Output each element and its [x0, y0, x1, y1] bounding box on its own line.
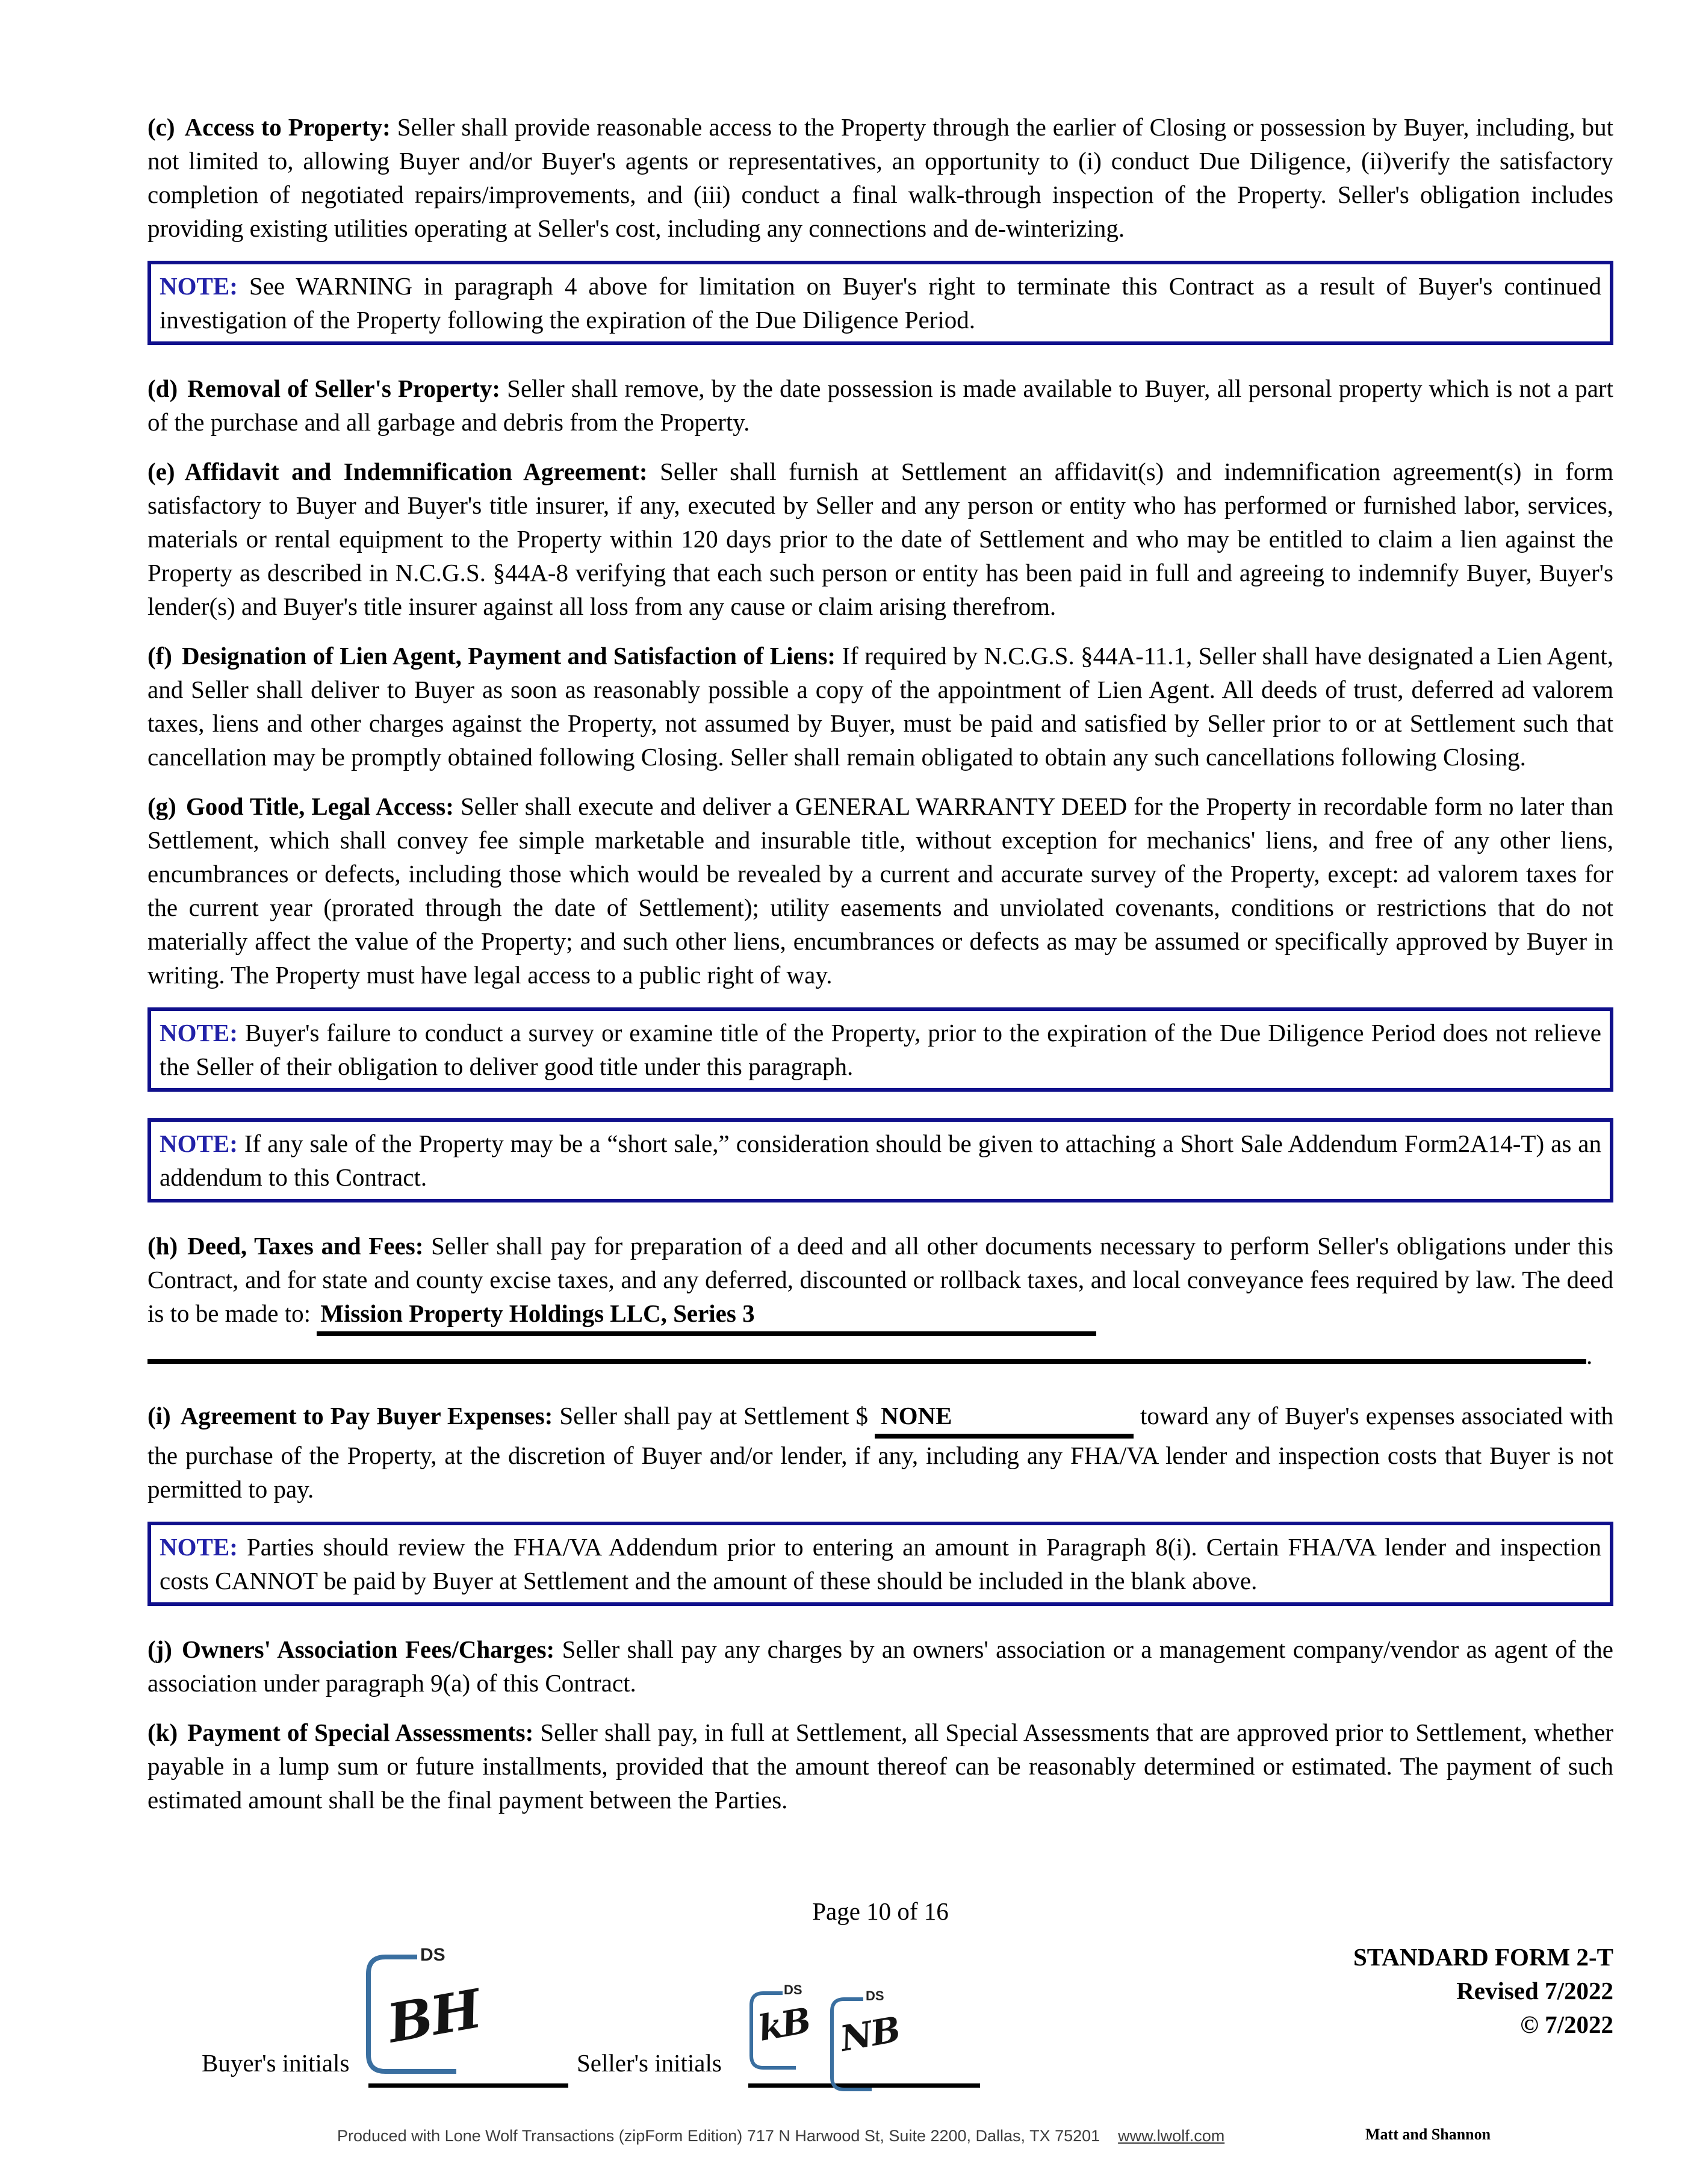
note-box-2	[147, 1007, 1613, 1092]
paragraph-k	[147, 1716, 1613, 1817]
docusign-ds-label: DS	[866, 1988, 884, 2003]
note-3-text: If any sale of the Property may be a “short sale,” consideration should be given to attaching a Short Sale Addendum Form2A14-T) as an addendum to this Contract.	[160, 1130, 1602, 1191]
paragraph-j-body: Seller shall pay any charges by an owners' association or a management company/vendor as agent of the association under paragraph 9(a) of this Contract.	[147, 1635, 1614, 1697]
seller-initials-stamp-2[interactable]	[826, 1988, 903, 2097]
paragraph-f-heading: Designation of Lien Agent, Payment and Satisfaction of Liens:	[181, 642, 836, 670]
paragraph-g	[147, 789, 1613, 992]
paragraph-d	[147, 372, 1613, 439]
paragraph-d-heading: Removal of Seller's Property:	[187, 375, 501, 402]
paragraph-g-heading: Good Title, Legal Access:	[185, 792, 454, 820]
paragraph-e-body: Seller shall furnish at Settlement an affidavit(s) and indemnification agreement(s) in form satisfactory to Buyer and Buyer's title insurer, if any, executed by Seller and any person or entity who has performed or furnished labor, services, materials or rental equipment to the Property within 120 days prior to the date of Settlement and who may be entitled to claim a lien against the Property as described in N.C.G.S. §44A-8 verifying that each such person or entity has been paid in full and agreeing to indemnify Buyer, Buyer's lender(s) and Buyer's title insurer against all loss from any cause or claim arising therefrom.	[147, 458, 1613, 620]
note-box-3	[147, 1118, 1613, 1202]
blank-underline[interactable]	[147, 1359, 1586, 1364]
form-revised: Revised 7/2022	[1456, 1977, 1613, 2005]
note-box-1	[147, 261, 1613, 345]
note-4-label: NOTE:	[160, 1533, 238, 1561]
paragraph-e-label: (e)	[147, 458, 175, 485]
paragraph-h	[147, 1229, 1613, 1336]
sellers-initials-label: Seller's initials	[577, 2049, 722, 2077]
paragraph-d-label: (d)	[147, 375, 178, 402]
paragraph-d-body: Seller shall remove, by the date possession is made available to Buyer, all personal property which is not a part of the purchase and all garbage and debris from the Property.	[147, 375, 1613, 436]
paragraph-h-label: (h)	[147, 1232, 178, 1260]
agent-brand: Matt and Shannon	[1365, 2126, 1491, 2143]
deed-made-to-value: Mission Property Holdings LLC, Series 3	[320, 1299, 755, 1327]
paragraph-k-label: (k)	[147, 1719, 178, 1746]
paragraph-i	[147, 1399, 1613, 1506]
paragraph-e	[147, 455, 1613, 623]
docusign-ds-label: DS	[420, 1945, 445, 1965]
form-name: STANDARD FORM 2-T	[1353, 1943, 1613, 1971]
paragraph-f-label: (f)	[147, 642, 172, 670]
paragraph-k-body: Seller shall pay, in full at Settlement, all Special Assessments that are approved prior to Settlement, whether payable in a lump sum or future installments, provided that the amount thereof can be reasonably determined or estimated. The payment of such estimated amount shall be the final payment between the Parties.	[147, 1719, 1614, 1814]
paragraph-h-body: Seller shall pay for preparation of a deed and all other documents necessary to perform Seller's obligations under this Contract, and for state and county excise taxes, and any deferred, discounted or rollback taxes, and local conveyance fees required by law. The deed is to be made to:	[147, 1232, 1613, 1327]
note-4-text: Parties should review the FHA/VA Addendum prior to entering an amount in Paragraph 8(i). Certain FHA/VA lender and inspection costs CANNOT be paid by Buyer at Settlement and the amount of these should be included in the blank above.	[160, 1533, 1601, 1594]
paragraph-i-body-after: toward any of Buyer's expenses associated with the purchase of the Property, at the discretion of Buyer and/or lender, if any, including any FHA/VA lender and inspection costs that Buyer is not permitted to pay.	[147, 1402, 1614, 1503]
paragraph-e-heading: Affidavit and Indemnification Agreement:	[184, 458, 648, 485]
seller-initials-value-2: NB	[837, 2009, 903, 2059]
paragraph-h-heading: Deed, Taxes and Fees:	[187, 1232, 424, 1260]
paragraph-c-body: Seller shall provide reasonable access to the Property through the earlier of Closing or possession by Buyer, including, but not limited to, allowing Buyer and/or Buyer's agents or representatives, an opportunity to (i) conduct Due Diligence, (ii)verify the satisfactory completion of negotiated repairs/improvements, and (iii) conduct a final walk-through inspection of the Property. Seller's obligation includes providing existing utilities operating at Seller's cost, including any connections and de-winterizing.	[147, 113, 1614, 242]
note-3-label: NOTE:	[160, 1130, 238, 1157]
note-2-label: NOTE:	[160, 1019, 238, 1047]
deed-made-to-field[interactable]	[317, 1296, 1096, 1336]
paragraph-g-label: (g)	[147, 792, 176, 820]
paragraph-c	[147, 110, 1613, 245]
paragraph-j	[147, 1632, 1613, 1700]
buyer-initials-stamp[interactable]	[360, 1945, 485, 2085]
paragraph-c-heading: Access to Property:	[184, 113, 391, 141]
note-1-text: See WARNING in paragraph 4 above for limitation on Buyer's right to terminate this Contract as a result of Buyer's continued investigation of the Property following the expiration of the Due Diligence Period.	[160, 272, 1602, 334]
seller-initials-stamp-1[interactable]	[745, 1982, 813, 2076]
produced-text: Produced with Lone Wolf Transactions (zipForm Edition) 717 N Harwood St, Suite 2200, Dallas, TX 75201	[337, 2127, 1100, 2145]
paragraph-j-heading: Owners' Association Fees/Charges:	[181, 1635, 555, 1663]
paragraph-k-heading: Payment of Special Assessments:	[187, 1719, 534, 1746]
paragraph-g-body: Seller shall execute and deliver a GENERAL WARRANTY DEED for the Property in recordable form no later than Settlement, which shall convey fee simple marketable and insurable title, without exception for mechanics' liens, and free of any other liens, encumbrances or defects, including those which would be revealed by a current and accurate survey of the Property, except: ad valorem taxes for the current year (prorated through the date of Settlement); utility easements and unviolated covenants, conditions or restrictions that do not materially affect the value of the Property; and such other liens, encumbrances or defects as may be assumed or specifically approved by Buyer in writing. The Property must have legal access to a public right of way.	[147, 792, 1613, 989]
paragraph-i-heading: Agreement to Pay Buyer Expenses:	[180, 1402, 553, 1430]
buyer-expenses-amount-value: NONE	[881, 1402, 952, 1430]
buyers-initials-label: Buyer's initials	[202, 2049, 350, 2077]
page-indicator: Page 10 of 16	[812, 1897, 949, 1925]
form-identification-block	[1353, 1940, 1613, 2041]
seller-initials-value-1: kB	[755, 2000, 813, 2049]
note-box-4	[147, 1522, 1613, 1606]
paragraph-f-body: If required by N.C.G.S. §44A-11.1, Seller shall have designated a Lien Agent, and Seller shall deliver to Buyer as soon as reasonably possible a copy of the appointment of Lien Agent. All deeds of trust, deferred ad valorem taxes, liens and other charges against the Property, not assumed by Buyer, must be paid and satisfied by Seller prior to or at Settlement such that cancellation may be promptly obtained following Closing. Seller shall remain obligated to obtain any such cancellations following Closing.	[147, 642, 1613, 771]
paragraph-j-label: (j)	[147, 1635, 172, 1663]
note-1-label: NOTE:	[160, 272, 238, 300]
note-2-text: Buyer's failure to conduct a survey or examine title of the Property, prior to the expiration of the Due Diligence Period does not relieve the Seller of their obligation to deliver good title under this paragraph.	[160, 1019, 1602, 1080]
paragraph-i-body-before: Seller shall pay at Settlement $	[559, 1402, 868, 1430]
produced-with-line	[337, 2127, 1224, 2145]
lwolf-link[interactable]: www.lwolf.com	[1118, 2127, 1225, 2145]
docusign-ds-label: DS	[784, 1982, 802, 1997]
deed-made-to-blank-line[interactable]	[147, 1339, 1613, 1372]
paragraph-c-label: (c)	[147, 113, 175, 141]
buyer-expenses-amount-field[interactable]	[875, 1399, 1134, 1439]
paragraph-f	[147, 639, 1613, 774]
blank-line-period: .	[1586, 1342, 1593, 1369]
paragraph-i-label: (i)	[147, 1402, 171, 1430]
form-copyright: © 7/2022	[1520, 2011, 1613, 2038]
buyer-initials-value: BH	[383, 1977, 485, 2055]
